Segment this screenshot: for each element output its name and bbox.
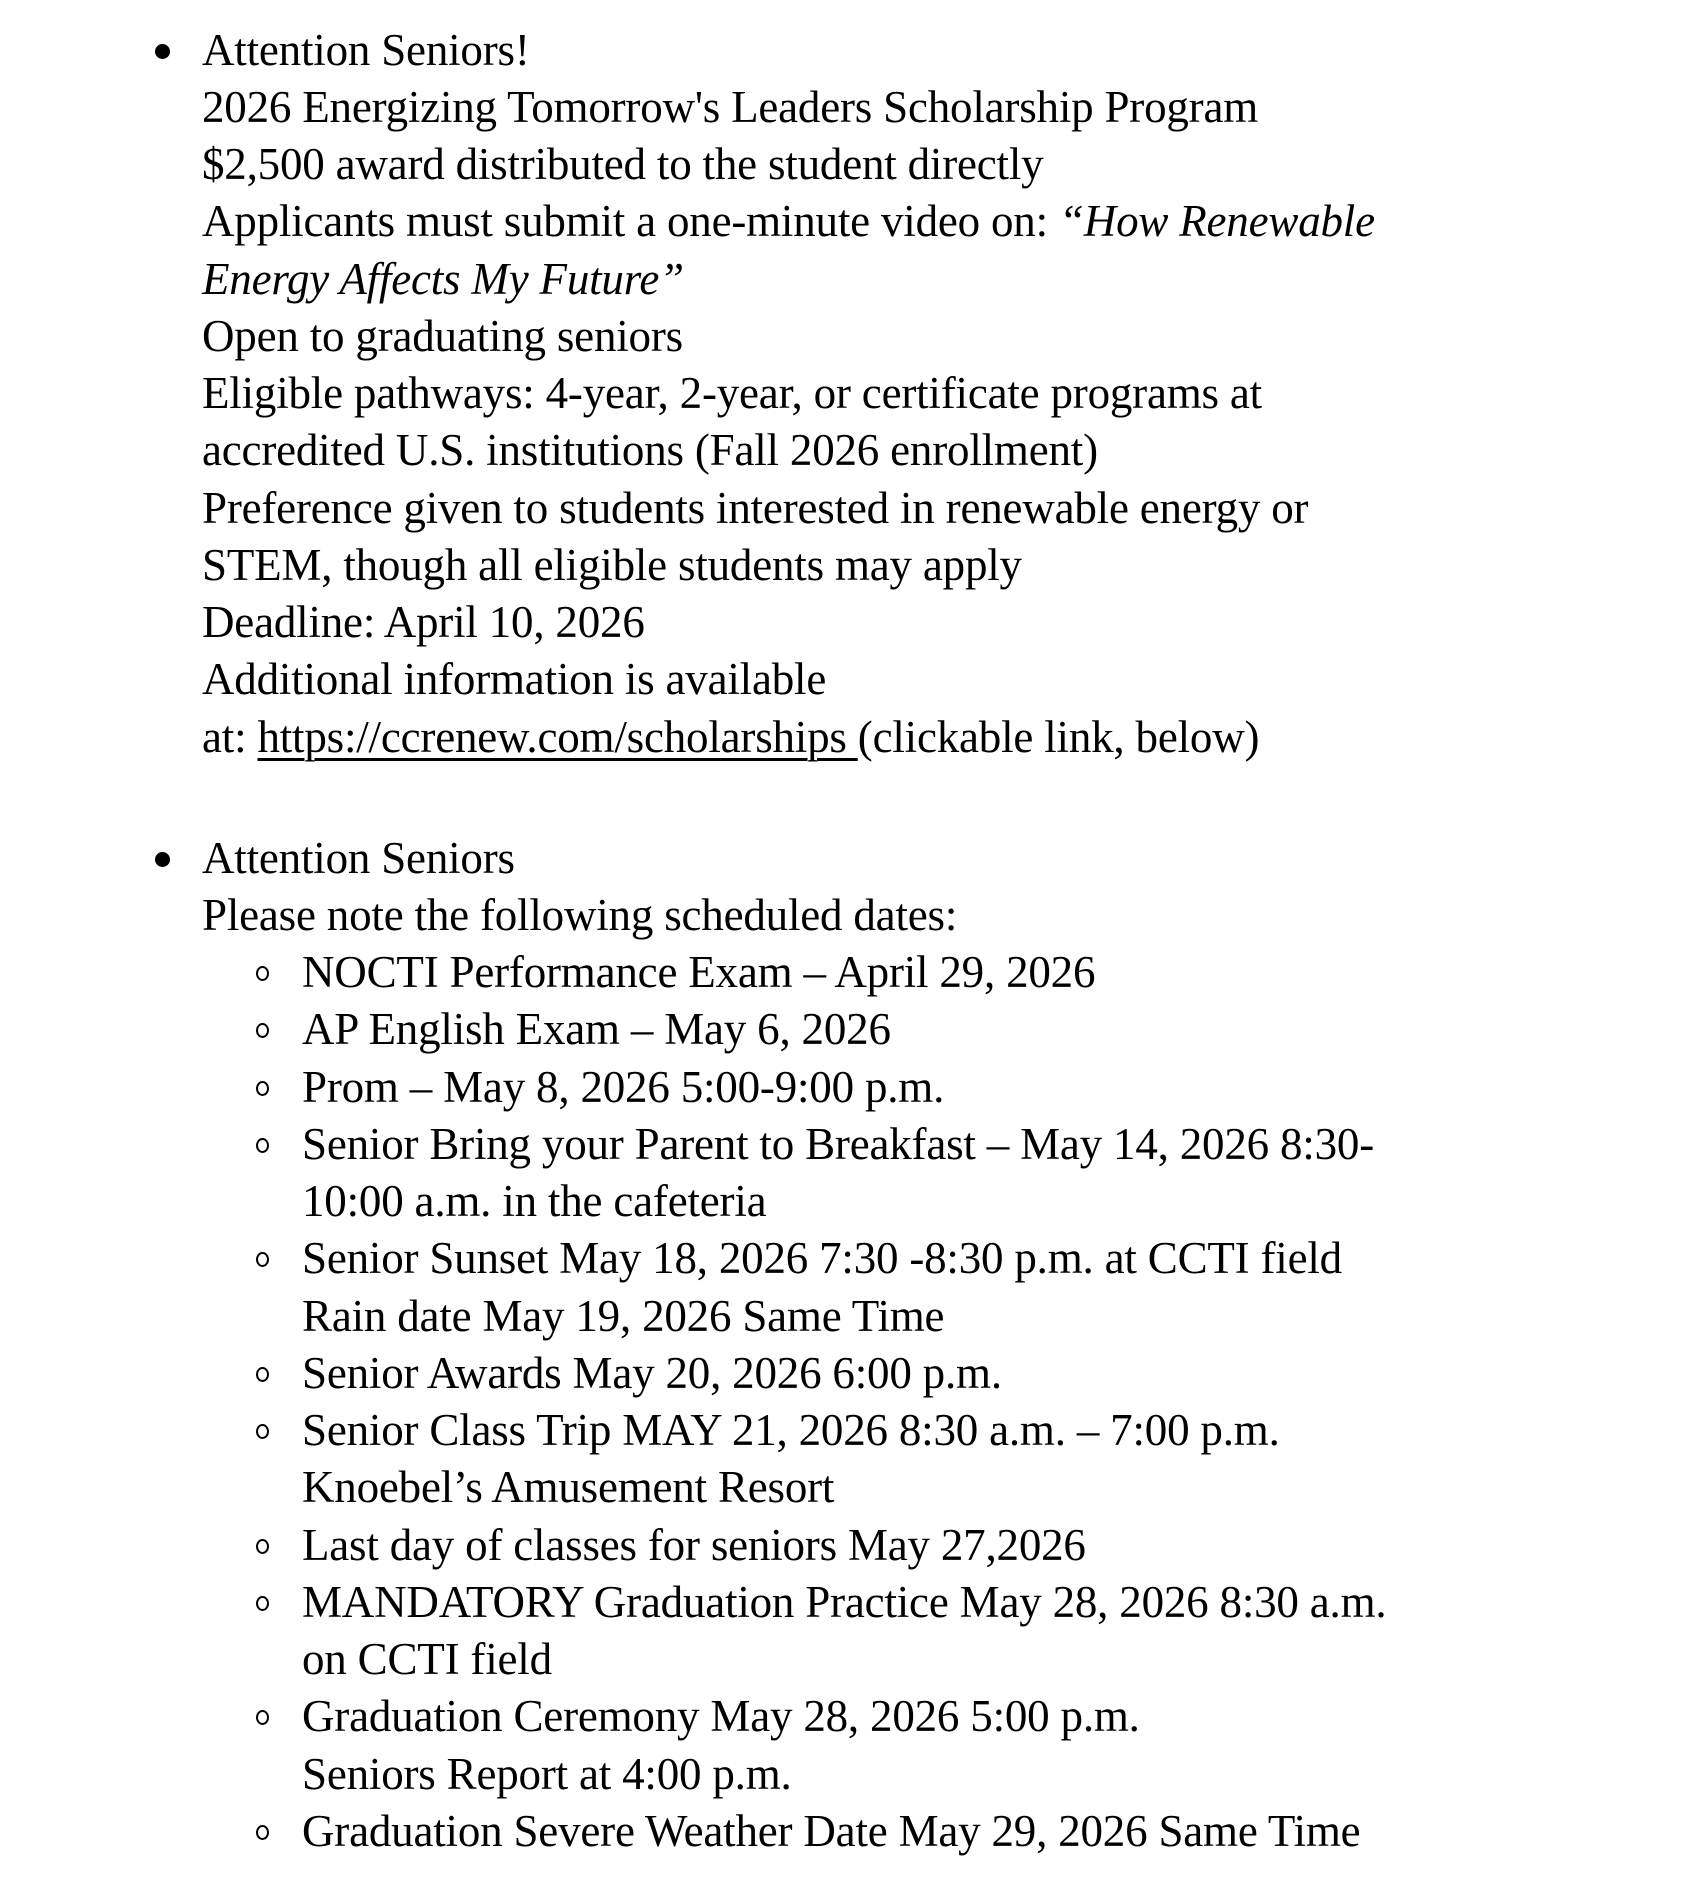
bullet-circle-icon (256, 1252, 269, 1267)
bullet-circle-icon (256, 1539, 269, 1554)
additional-info-link-line (202, 709, 1259, 766)
link-prefix: at: (202, 711, 258, 762)
bullet-circle-icon (256, 1023, 269, 1038)
scholarship-link[interactable]: https://ccrenew.com/scholarships (257, 711, 858, 762)
event-text: Prom – May 8, 2026 5:00-9:00 p.m. (302, 1061, 945, 1112)
bullet-circle-icon (256, 1367, 269, 1382)
bullet-circle-icon (256, 966, 269, 981)
bullet-circle-icon (256, 1596, 269, 1611)
event-text: Senior Bring your Parent to Breakfast – May 14, 2026 8:30- (302, 1118, 1374, 1169)
event-text-continued: 10:00 a.m. in the cafeteria (302, 1176, 767, 1226)
award-amount: $2,500 award distributed to the student directly (202, 139, 1044, 189)
event-text-continued: Rain date May 19, 2026 Same Time (302, 1290, 945, 1341)
pathways: Eligible pathways: 4-year, 2-year, or certificate programs at (202, 368, 1262, 418)
event-text: Graduation Ceremony May 28, 2026 5:00 p.m. (302, 1691, 1140, 1742)
event-text: AP English Exam – May 6, 2026 (302, 1004, 891, 1055)
bullet-circle-icon (256, 1710, 269, 1725)
link-note: (clickable link, below) (857, 711, 1260, 762)
program-name: 2026 Energizing Tomorrow's Leaders Scholarship Program (202, 81, 1259, 132)
video-prefix: Applicants must submit a one-minute video on: (202, 196, 1059, 247)
pathways-continued: accredited U.S. institutions (Fall 2026 enrollment) (202, 425, 1098, 476)
section-heading: Attention Seniors! (202, 24, 530, 75)
bullet-circle-icon (256, 1081, 269, 1096)
event-text: NOCTI Performance Exam – April 29, 2026 (302, 947, 1096, 997)
event-text: Last day of classes for seniors May 27,2026 (302, 1519, 1086, 1570)
event-text: Senior Sunset May 18, 2026 7:30 -8:30 p.m. at CCTI field (302, 1233, 1342, 1284)
deadline: Deadline: April 10, 2026 (202, 597, 645, 647)
event-text-continued: Seniors Report at 4:00 p.m. (302, 1748, 792, 1799)
event-text: Senior Awards May 20, 2026 6:00 p.m. (302, 1347, 1002, 1398)
preference-continued: STEM, though all eligible students may apply (202, 539, 1022, 590)
bullet-disc-icon (155, 852, 170, 867)
event-text: Graduation Severe Weather Date May 29, 2026 Same Time (302, 1805, 1361, 1856)
event-text-continued: Knoebel’s Amusement Resort (302, 1462, 835, 1513)
event-text-continued: on CCTI field (302, 1634, 552, 1684)
bullet-circle-icon (256, 1424, 269, 1439)
event-text: Senior Class Trip MAY 21, 2026 8:30 a.m. – 7:00 p.m. (302, 1405, 1280, 1455)
section-intro: Please note the following scheduled dates: (202, 889, 958, 940)
video-topic: “How Renewable (1058, 196, 1375, 247)
video-requirement (202, 193, 1375, 250)
bullet-circle-icon (256, 1138, 269, 1153)
bullet-circle-icon (256, 1825, 269, 1840)
bullet-disc-icon (155, 44, 170, 59)
eligibility: Open to graduating seniors (202, 310, 683, 361)
video-topic-continued: Energy Affects My Future” (202, 253, 684, 304)
event-text: MANDATORY Graduation Practice May 28, 2026 8:30 a.m. (302, 1576, 1387, 1627)
section-heading: Attention Seniors (202, 832, 515, 883)
preference: Preference given to students interested in renewable energy or (202, 482, 1309, 533)
additional-info: Additional information is available (202, 654, 827, 705)
